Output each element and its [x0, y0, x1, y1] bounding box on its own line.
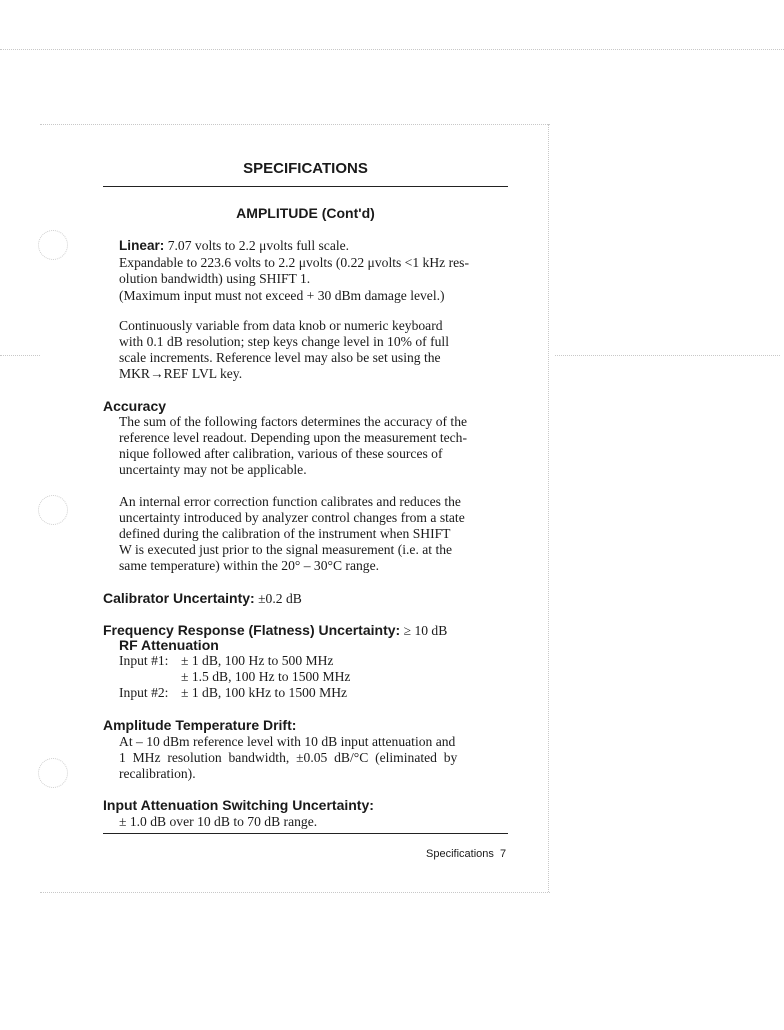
- footer-section-name: Specifications: [426, 848, 494, 860]
- linear-value: 7.07 volts to 2.2 μvolts full scale.: [164, 238, 350, 253]
- header-rule: [103, 186, 508, 187]
- continuous-line-3: scale increments. Reference level may also be set using the: [119, 350, 441, 365]
- attenuation-switching-line-1: ± 1.0 dB over 10 dB to 70 dB range.: [119, 814, 318, 829]
- section-subtitle: AMPLITUDE (Cont'd): [236, 205, 375, 221]
- rf-attenuation-heading: RF Attenuation: [119, 637, 219, 653]
- scan-edge-upper: [40, 124, 550, 125]
- accuracy-p1-line-3: nique followed after calibration, various of these sources of: [119, 446, 443, 461]
- linear-line-2: Expandable to 223.6 volts to 2.2 μvolts (0.22 μvolts <1 kHz res-: [119, 255, 469, 270]
- accuracy-p1-line-4: uncertainty may not be applicable.: [119, 462, 307, 477]
- continuous-line-2: with 0.1 dB resolution; step keys change level in 10% of full: [119, 334, 449, 349]
- temperature-drift-heading: Amplitude Temperature Drift:: [103, 717, 297, 733]
- frequency-response-value: ≥ 10 dB: [400, 623, 448, 638]
- temperature-drift-line-3: recalibration).: [119, 766, 196, 781]
- input1-value-2: ± 1.5 dB, 100 Hz to 1500 MHz: [181, 669, 351, 684]
- input2-label: Input #2:: [119, 685, 169, 700]
- linear-line-3: olution bandwidth) using SHIFT 1.: [119, 271, 311, 286]
- calibrator-line: [103, 590, 302, 607]
- temperature-drift-line-2: 1 MHz resolution bandwidth, ±0.05 dB/°C (eliminated by: [119, 750, 458, 765]
- scan-edge-right: [548, 124, 549, 892]
- continuous-line-1: Continuously variable from data knob or numeric keyboard: [119, 318, 443, 333]
- linear-line-4: (Maximum input must not exceed + 30 dBm damage level.): [119, 288, 445, 303]
- scan-edge-mid-left: [0, 355, 40, 356]
- scan-edge-lower: [40, 892, 550, 893]
- footer-page-number: 7: [500, 848, 507, 860]
- input2-value: ± 1 dB, 100 kHz to 1500 MHz: [181, 685, 348, 700]
- linear-line-1: [119, 238, 349, 254]
- accuracy-p2-line-4: W is executed just prior to the signal measurement (i.e. at the: [119, 542, 453, 557]
- calibrator-value: ±0.2 dB: [254, 591, 302, 606]
- linear-label: Linear:: [119, 238, 165, 253]
- punch-hole-bottom: [38, 758, 68, 788]
- accuracy-p2-line-3: defined during the calibration of the instrument when SHIFT: [119, 526, 451, 541]
- accuracy-heading: Accuracy: [103, 398, 167, 414]
- input1-label: Input #1:: [119, 653, 169, 668]
- calibrator-label: Calibrator Uncertainty:: [103, 590, 255, 606]
- punch-hole-top: [38, 230, 68, 260]
- input1-value-1: ± 1 dB, 100 Hz to 500 MHz: [181, 653, 334, 668]
- temperature-drift-line-1: At – 10 dBm reference level with 10 dB input attenuation and: [119, 734, 456, 749]
- scan-edge-mid-right: [555, 355, 780, 356]
- frequency-response-label: Frequency Response (Flatness) Uncertainty:: [103, 622, 401, 638]
- attenuation-switching-heading: Input Attenuation Switching Uncertainty:: [103, 797, 374, 813]
- continuous-line-4: MKR→REF LVL key.: [119, 366, 243, 381]
- punch-hole-middle: [38, 495, 68, 525]
- accuracy-p2-line-2: uncertainty introduced by analyzer control changes from a state: [119, 510, 465, 525]
- accuracy-p1-line-2: reference level readout. Depending upon the measurement tech-: [119, 430, 467, 445]
- accuracy-p1-line-1: The sum of the following factors determines the accuracy of the: [119, 414, 468, 429]
- accuracy-p2-line-5: same temperature) within the 20° – 30°C range.: [119, 558, 380, 573]
- footer-rule: [103, 833, 508, 834]
- accuracy-p2-line-1: An internal error correction function calibrates and reduces the: [119, 494, 461, 509]
- page-title: SPECIFICATIONS: [243, 160, 368, 177]
- scan-edge-top: [0, 49, 784, 50]
